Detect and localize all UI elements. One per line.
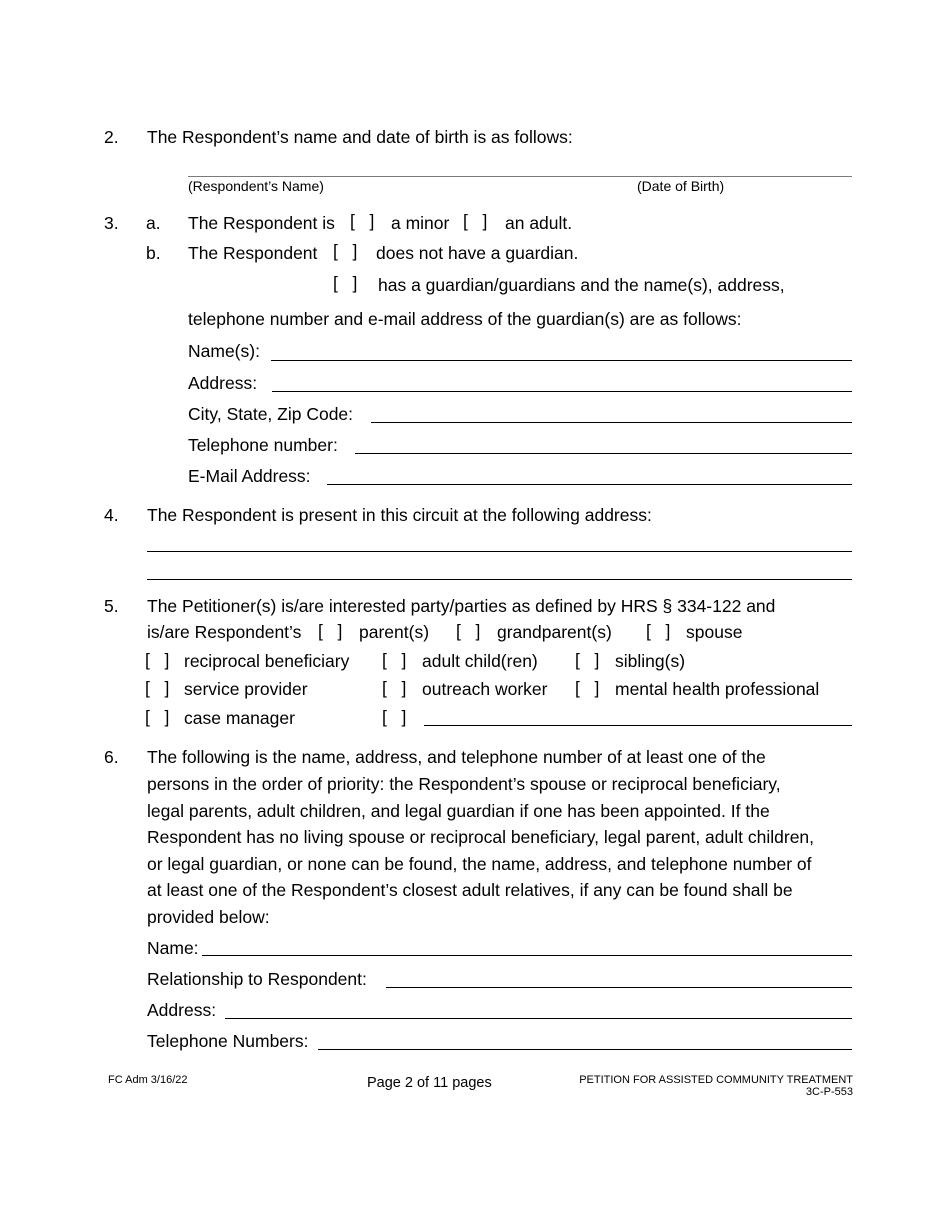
relationship-label: Relationship to Respondent: bbox=[147, 969, 367, 989]
relative-address-label: Address: bbox=[147, 1000, 217, 1020]
option-minor-label: a minor bbox=[391, 213, 450, 233]
item-4-text: The Respondent is present in this circuit at the following address: bbox=[147, 505, 652, 525]
option-spouse-label: spouse bbox=[686, 622, 743, 642]
option-service-provider-label: service provider bbox=[184, 679, 308, 699]
respondent-address-field-1[interactable] bbox=[147, 551, 852, 552]
guardian-name-field[interactable] bbox=[271, 360, 852, 361]
date-of-birth-caption: (Date of Birth) bbox=[637, 178, 725, 194]
guardian-phone-label: Telephone number: bbox=[188, 435, 338, 455]
relative-name-label: Name: bbox=[147, 938, 199, 958]
relative-phone-field[interactable] bbox=[318, 1049, 852, 1050]
item-6-number: 6. bbox=[104, 747, 119, 767]
checkbox-grandparent[interactable]: [ ] bbox=[456, 621, 481, 641]
respondent-address-field-2[interactable] bbox=[147, 579, 852, 580]
guardian-phone-field[interactable] bbox=[355, 453, 852, 454]
checkbox-parent[interactable]: [ ] bbox=[318, 621, 343, 641]
option-parent-label: parent(s) bbox=[359, 622, 430, 642]
footer-form-code: 3C-P-553 bbox=[805, 1086, 853, 1098]
respondent-name-caption: (Respondent’s Name) bbox=[188, 178, 324, 194]
option-grandparent-label: grandparent(s) bbox=[497, 622, 612, 642]
checkbox-reciprocal-beneficiary[interactable]: [ ] bbox=[145, 650, 170, 670]
item-3-number: 3. bbox=[104, 213, 119, 233]
guardian-address-label: Address: bbox=[188, 373, 258, 393]
option-mental-health-professional-label: mental health professional bbox=[615, 679, 820, 699]
item-5-line-2: is/are Respondent’s bbox=[147, 622, 302, 642]
item-6-line-1: The following is the name, address, and telephone number of at least one of the bbox=[147, 747, 766, 767]
footer-page-number: Page 2 of 11 pages bbox=[367, 1075, 492, 1091]
guardian-email-field[interactable] bbox=[327, 484, 852, 485]
checkbox-adult[interactable]: [ ] bbox=[463, 211, 488, 231]
item-6-line-4: Respondent has no living spouse or reciprocal beneficiary, legal parent, adult children, bbox=[147, 827, 815, 847]
item-3b-label: b. bbox=[146, 243, 161, 263]
checkbox-sibling[interactable]: [ ] bbox=[575, 650, 600, 670]
option-reciprocal-beneficiary-label: reciprocal beneficiary bbox=[184, 651, 350, 671]
footer-form-id: FC Adm 3/16/22 bbox=[108, 1074, 188, 1086]
checkbox-spouse[interactable]: [ ] bbox=[646, 621, 671, 641]
guardian-city-label: City, State, Zip Code: bbox=[188, 404, 354, 424]
option-case-manager-label: case manager bbox=[184, 708, 295, 728]
checkbox-minor[interactable]: [ ] bbox=[350, 211, 375, 231]
item-5-line-1: The Petitioner(s) is/are interested party/parties as defined by HRS § 334-122 and bbox=[147, 596, 776, 616]
guardian-address-field[interactable] bbox=[272, 391, 852, 392]
respondent-name-dob-field[interactable] bbox=[188, 176, 852, 177]
checkbox-service-provider[interactable]: [ ] bbox=[145, 678, 170, 698]
option-has-guardian-label: has a guardian/guardians and the name(s), address, bbox=[378, 275, 785, 295]
item-3a-text: The Respondent is bbox=[188, 213, 335, 233]
option-adult-child-label: adult child(ren) bbox=[422, 651, 538, 671]
item-6-line-7: provided below: bbox=[147, 907, 270, 927]
checkbox-has-guardian[interactable]: [ ] bbox=[333, 273, 358, 293]
checkbox-case-manager[interactable]: [ ] bbox=[145, 707, 170, 727]
checkbox-mental-health-professional[interactable]: [ ] bbox=[575, 678, 600, 698]
footer-form-title: PETITION FOR ASSISTED COMMUNITY TREATMENT bbox=[579, 1074, 853, 1086]
option-no-guardian-label: does not have a guardian. bbox=[376, 243, 579, 263]
relative-name-field[interactable] bbox=[202, 955, 852, 956]
item-2-number: 2. bbox=[104, 127, 119, 147]
checkbox-no-guardian[interactable]: [ ] bbox=[333, 241, 358, 261]
other-relationship-field[interactable] bbox=[424, 725, 852, 726]
option-sibling-label: sibling(s) bbox=[615, 651, 686, 671]
relationship-field[interactable] bbox=[386, 987, 852, 988]
guardian-name-label: Name(s): bbox=[188, 341, 260, 361]
checkbox-other[interactable]: [ ] bbox=[382, 707, 407, 727]
item-6-line-6: at least one of the Respondent’s closest adult relatives, if any can be found shall be bbox=[147, 880, 793, 900]
item-5-number: 5. bbox=[104, 596, 119, 616]
item-6-line-5: or legal guardian, or none can be found, the name, address, and telephone number of bbox=[147, 854, 812, 874]
item-6-line-2: persons in the order of priority: the Respondent’s spouse or reciprocal beneficiary, bbox=[147, 774, 781, 794]
guardian-city-field[interactable] bbox=[371, 422, 852, 423]
item-6-line-3: legal parents, adult children, and legal guardian if one has been appointed. If the bbox=[147, 801, 770, 821]
relative-address-field[interactable] bbox=[225, 1018, 852, 1019]
checkbox-adult-child[interactable]: [ ] bbox=[382, 650, 407, 670]
option-adult-label: an adult. bbox=[505, 213, 573, 233]
guardian-email-label: E-Mail Address: bbox=[188, 466, 311, 486]
option-outreach-worker-label: outreach worker bbox=[422, 679, 548, 699]
item-2-text: The Respondent’s name and date of birth is as follows: bbox=[147, 127, 573, 147]
checkbox-outreach-worker[interactable]: [ ] bbox=[382, 678, 407, 698]
guardian-info-text: telephone number and e-mail address of the guardian(s) are as follows: bbox=[188, 309, 742, 329]
item-3b-text: The Respondent bbox=[188, 243, 318, 263]
item-4-number: 4. bbox=[104, 505, 119, 525]
item-3a-label: a. bbox=[146, 213, 161, 233]
relative-phone-label: Telephone Numbers: bbox=[147, 1031, 309, 1051]
